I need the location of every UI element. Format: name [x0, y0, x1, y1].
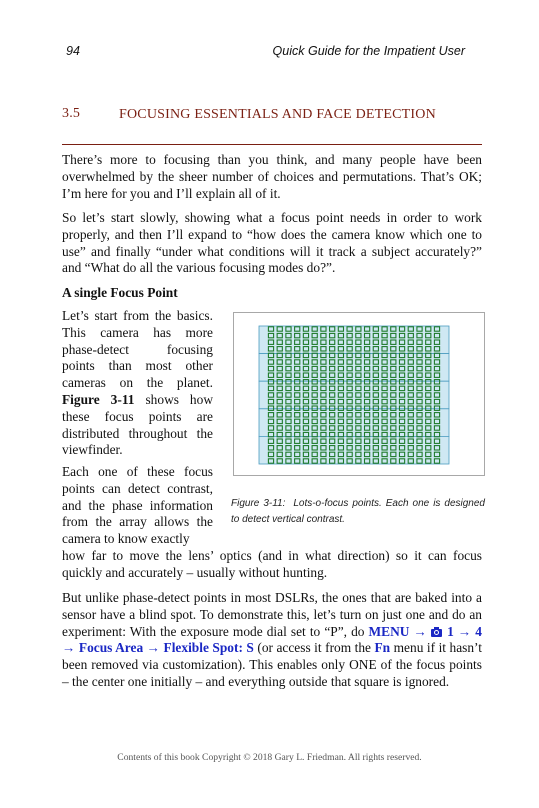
paragraph-intro: There’s more to focusing than you think, and many people have been overwhelmed by the sheer number of choices and permutations. That’s OK; I’m here for you and I’ll explain all of it.: [62, 152, 482, 201]
text-run: But unlike phase-detect points in most DSLRs, the ones that are baked into a sensor have a blind spot. To demonstrate this, let’s turn on just one and do an experiment: With the exposure mode dial set to “P”, do: [62, 590, 482, 639]
paragraph-overview: So let’s start slowly, showing what a focus point needs in order to work properly, and then I’ll expand to “how does the camera know which one to use” and finally “under what conditions will it track a subject accurately?” and “What do all the various focusing modes do?”.: [62, 210, 482, 276]
paragraph-blind-spot: [62, 590, 482, 691]
caption-label: Figure 3-11:: [231, 498, 286, 509]
focus-point-grid: [234, 313, 484, 475]
paragraph-contrast-continued: how far to move the lens’ optics (and in what direction) so it can focus quickly and accurately – usually without hunting.: [62, 548, 482, 580]
figure-reference: Figure 3-11: [62, 391, 135, 407]
paragraph-basics: [62, 308, 213, 459]
viewfinder-band: [259, 381, 449, 409]
text-run: (or access it from the: [253, 640, 375, 656]
menu-path-rest: 1 → 4 → Focus Area → Flexible Spot: S: [62, 623, 482, 656]
figure-focus-points: [233, 312, 485, 476]
page-number: 94: [66, 44, 80, 58]
section-divider: [62, 144, 482, 145]
paragraph-contrast: Each one of these focus points can detect contrast, and the phase information from the array allows the camera to know exactly: [62, 464, 213, 547]
menu-path-start: MENU →: [368, 623, 427, 639]
section-title: FOCUSING ESSENTIALS AND FACE DETECTION: [119, 107, 436, 122]
figure-caption: [231, 496, 485, 528]
camera-icon: [431, 629, 442, 637]
running-header-title: Quick Guide for the Impatient User: [272, 44, 465, 58]
copyright-footer: Contents of this book Copyright © 2018 Gary L. Friedman. All rights reserved.: [117, 752, 422, 763]
caption-text: Lots-o-focus points. Each one is designed to detect vertical contrast.: [231, 498, 485, 525]
subheading-single-focus-point: A single Focus Point: [62, 285, 178, 300]
fn-key-label: Fn: [374, 640, 391, 656]
text-run: Let’s start from the basics. This camera has more phase-detect focusing points than most other cameras on the planet.: [62, 308, 213, 391]
text-run: shows how these focus points are distributed throughout the viewfinder.: [62, 391, 213, 458]
text-run: menu if it hasn’t been removed via customization). This enables only ONE of the focus points – the center one initially – and everything outside that square is ignored.: [62, 640, 482, 689]
section-number: 3.5: [62, 106, 81, 121]
